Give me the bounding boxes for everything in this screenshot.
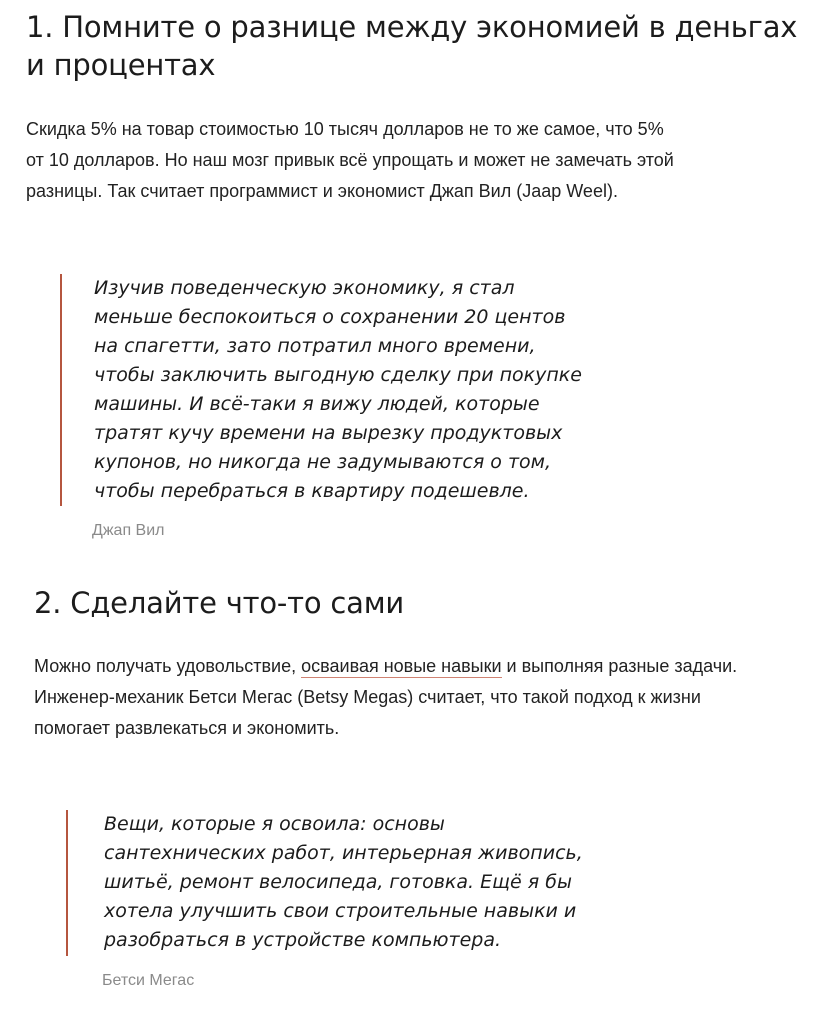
quote-line: разобраться в устройстве компьютера. [104, 929, 502, 951]
paragraph-line [34, 651, 830, 682]
section-2-paragraph [34, 651, 830, 744]
quote-author: Джап Вил [92, 522, 165, 539]
paragraph-line: Скидка 5% на товар стоимостью 10 тысяч долларов не то же самое, что 5% [26, 119, 664, 139]
section-1-heading: 1. Помните о разнице между экономией в деньгах и процентах [26, 10, 798, 82]
blockquote-text [94, 274, 614, 506]
quote-line: чтобы заключить выгодную сделку при покупке [94, 364, 582, 386]
quote-line: Изучив поведенческую экономику, я стал [94, 277, 515, 299]
quote-line: на спагетти, зато потратил много времени, [94, 335, 536, 357]
paragraph-line: Инженер-механик Бетси Мегас (Betsy Megas) считает, что такой подход к жизни [34, 687, 701, 707]
section-2-heading: 2. Сделайте что-то сами [34, 586, 405, 620]
quote-line: машины. И всё-таки я вижу людей, которые [94, 393, 540, 415]
paragraph-text: Можно получать удовольствие, [34, 656, 302, 676]
quote-line: меньше беспокоиться о сохранении 20 центов [94, 306, 566, 328]
paragraph-text: и выполняя разные задачи. [501, 656, 738, 676]
section-1-paragraph [26, 114, 786, 207]
quote-line: тратят кучу времени на вырезку продуктовых [94, 422, 563, 444]
quote-line: купонов, но никогда не задумываются о том, [94, 451, 552, 473]
quote-line: чтобы перебраться в квартиру подешевле. [94, 480, 530, 502]
learn-new-skills-link[interactable]: осваивая новые навыки [301, 656, 502, 676]
paragraph-line: помогает развлекаться и экономить. [34, 718, 340, 738]
quote-line: Вещи, которые я освоила: основы [104, 813, 445, 835]
quote-author: Бетси Мегас [102, 972, 195, 989]
quote-line: хотела улучшить свои строительные навыки и [104, 900, 577, 922]
blockquote-text [104, 810, 604, 955]
section-2-blockquote [66, 810, 628, 956]
paragraph-line: от 10 долларов. Но наш мозг привык всё упрощать и может не замечать этой [26, 150, 674, 170]
quote-line: шитьё, ремонт велосипеда, готовка. Ещё я бы [104, 871, 572, 893]
section-1-blockquote [60, 274, 622, 506]
quote-line: сантехнических работ, интерьерная живопись, [104, 842, 583, 864]
paragraph-line: разницы. Так считает программист и экономист Джап Вил (Jaap Weel). [26, 181, 618, 201]
